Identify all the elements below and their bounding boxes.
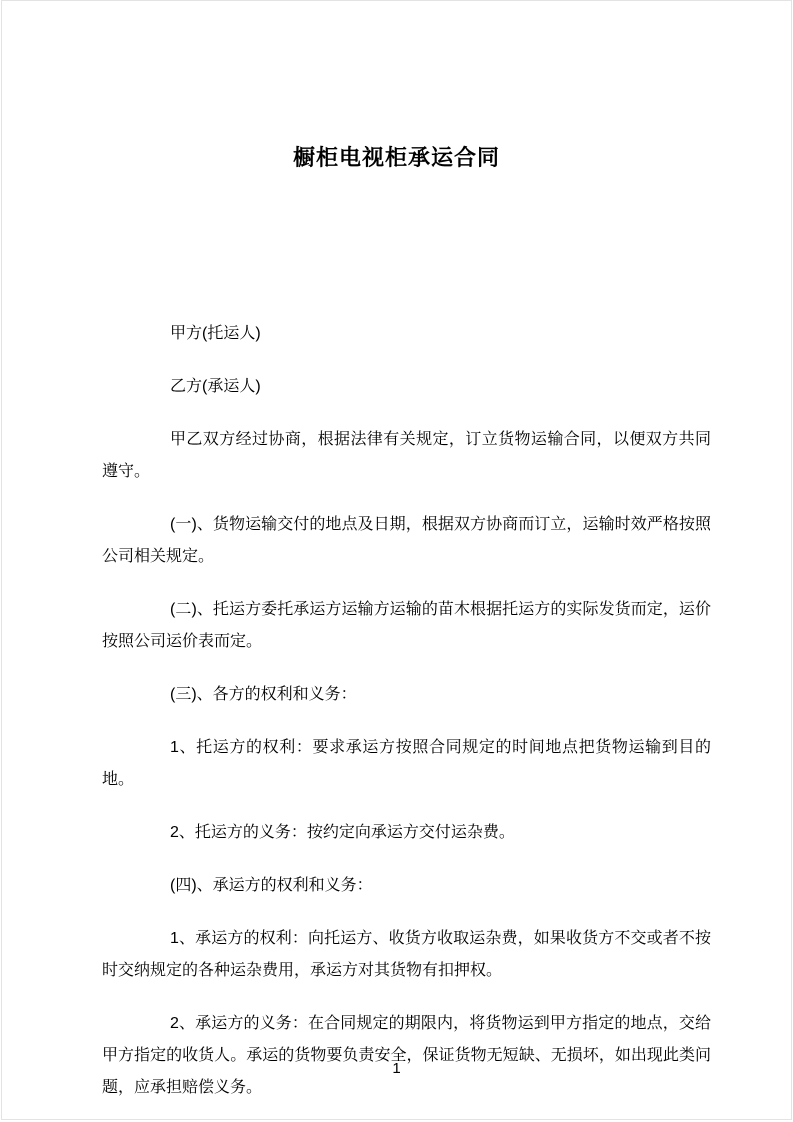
paragraph-clause-3-heading: (三)、各方的权利和义务： <box>170 686 357 703</box>
paragraph-party-a: 甲方(托运人) <box>170 325 261 342</box>
page-number: 1 <box>392 1060 401 1077</box>
paragraph-clause-4-item-1: 1、承运方的权利：向托运方、收货方收取运杂费，如果收货方不交或者不按时交纳规定的各种运杂费用，承运方对其货物有扣押权。 <box>102 930 711 979</box>
document-page <box>1 0 792 1120</box>
paragraph-clause-1: (一)、货物运输交付的地点及日期，根据双方协商而订立，运输时效严格按照公司相关规定。 <box>102 516 711 565</box>
paragraph-clause-4-heading: (四)、承运方的权利和义务： <box>170 877 373 894</box>
paragraph-clause-3-item-1: 1、托运方的权利：要求承运方按照合同规定的时间地点把货物运输到目的地。 <box>102 739 711 788</box>
paragraph-preamble: 甲乙双方经过协商，根据法律有关规定，订立货物运输合同，以便双方共同遵守。 <box>102 431 711 480</box>
paragraph-clause-4-item-2: 2、承运方的义务：在合同规定的期限内，将货物运到甲方指定的地点，交给甲方指定的收货人。承运的货物要负责安全，保证货物无短缺、无损坏，如出现此类问题，应承担赔偿义务。 <box>102 1015 711 1096</box>
paragraph-party-b: 乙方(承运人) <box>170 378 261 395</box>
paragraph-clause-2: (二)、托运方委托承运方运输方运输的苗木根据托运方的实际发货而定，运价按照公司运价表而定。 <box>102 601 711 650</box>
document-body <box>2 172 791 1104</box>
document-title: 橱柜电视柜承运合同 <box>292 145 500 170</box>
paragraph-clause-3-item-2: 2、托运方的义务：按约定向承运方交付运杂费。 <box>170 824 515 841</box>
